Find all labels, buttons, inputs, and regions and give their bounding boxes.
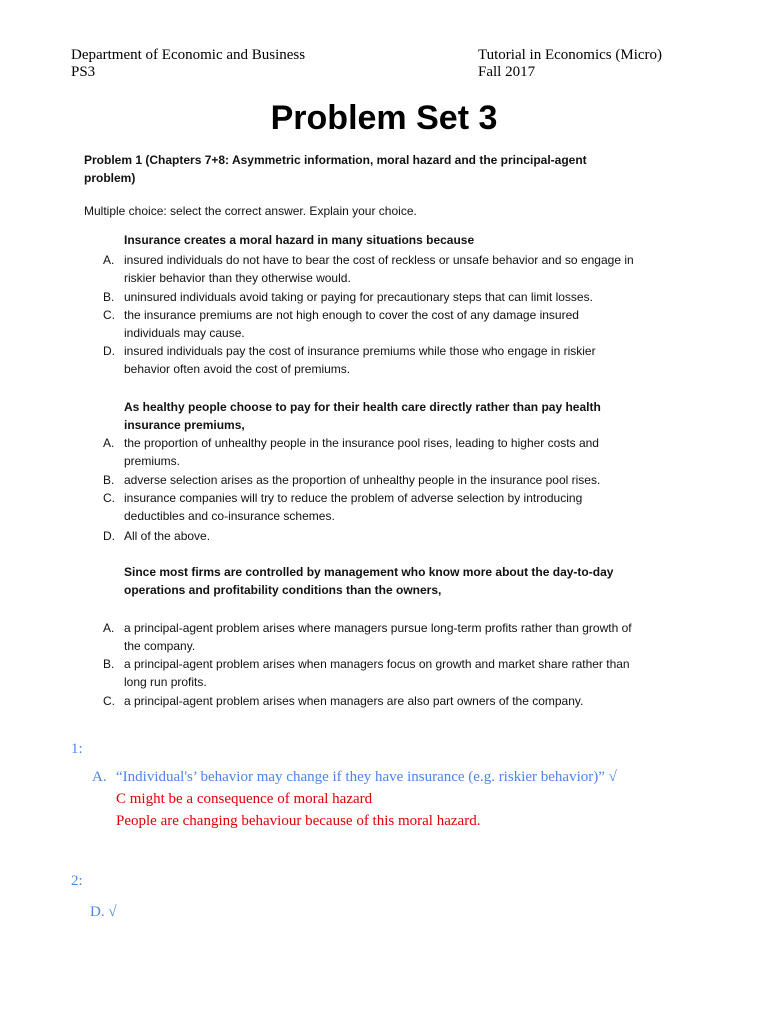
option-text: the insurance premiums are not high enough to cover the cost of any damage insured individuals may cause. [124, 308, 579, 340]
option-letter: A. [103, 253, 115, 267]
term: Fall 2017 [478, 64, 536, 80]
option-text: a principal-agent problem arises where managers pursue long-term profits rather than growth of the company. [124, 621, 632, 653]
option-letter: B. [103, 290, 115, 304]
page-header-left [71, 47, 305, 81]
department-name: Department of Economic and Business [71, 47, 306, 63]
option-text: uninsured individuals avoid taking or paying for precautionary steps that can limit losses. [124, 290, 593, 304]
question-1-stem: Insurance creates a moral hazard in many situations because [124, 233, 475, 247]
option-letter: C. [103, 694, 115, 708]
question-2-stem: As healthy people choose to pay for their health care directly rather than pay health insurance premiums, [124, 400, 601, 432]
option-letter: A. [103, 621, 115, 635]
answer-2-label: 2: [71, 873, 83, 889]
answer-1-note-1: C might be a consequence of moral hazard [116, 791, 373, 807]
option-letter: B. [103, 473, 115, 487]
question-3-stem: Since most firms are controlled by management who know more about the day-to-day operations and profitability conditions than the owners, [124, 565, 614, 597]
answer-2-text: D. √ [90, 904, 117, 920]
answer-1-text: “Individual's’ behavior may change if they have insurance (e.g. riskier behavior)” √ [116, 769, 617, 785]
option-text: insured individuals do not have to bear the cost of reckless or unsafe behavior and so engage in riskier behavior than they otherwise would. [124, 253, 634, 285]
option-letter: D. [103, 529, 115, 543]
answer-1-note-2: People are changing behaviour because of this moral hazard. [116, 813, 481, 829]
page-title: Problem Set 3 [270, 99, 498, 137]
course-name: Tutorial in Economics (Micro) [478, 47, 663, 63]
option-text: insurance companies will try to reduce the problem of adverse selection by introducing deductibles and co-insurance schemes. [124, 491, 583, 523]
doc-code: PS3 [71, 64, 96, 80]
option-text: a principal-agent problem arises when managers are also part owners of the company. [124, 694, 584, 708]
page-header-right [478, 47, 662, 81]
option-text: All of the above. [124, 529, 211, 543]
option-letter: A. [103, 436, 115, 450]
option-text: insured individuals pay the cost of insurance premiums while those who engage in riskier behavior often avoid the cost of premiums. [124, 344, 596, 376]
option-letter: D. [103, 344, 115, 358]
option-text: the proportion of unhealthy people in the insurance pool rises, leading to higher costs and premiums. [124, 436, 599, 468]
option-letter: C. [103, 308, 115, 322]
answer-1-letter: A. [92, 769, 107, 785]
option-letter: C. [103, 491, 115, 505]
option-letter: B. [103, 657, 115, 671]
problem-heading: Problem 1 (Chapters 7+8: Asymmetric information, moral hazard and the principal-agent problem) [84, 153, 587, 185]
answer-1-label: 1: [71, 741, 83, 757]
instructions: Multiple choice: select the correct answer. Explain your choice. [84, 204, 417, 218]
option-text: adverse selection arises as the proportion of unhealthy people in the insurance pool rises. [124, 473, 601, 487]
option-text: a principal-agent problem arises when managers focus on growth and market share rather than long run profits. [124, 657, 630, 689]
